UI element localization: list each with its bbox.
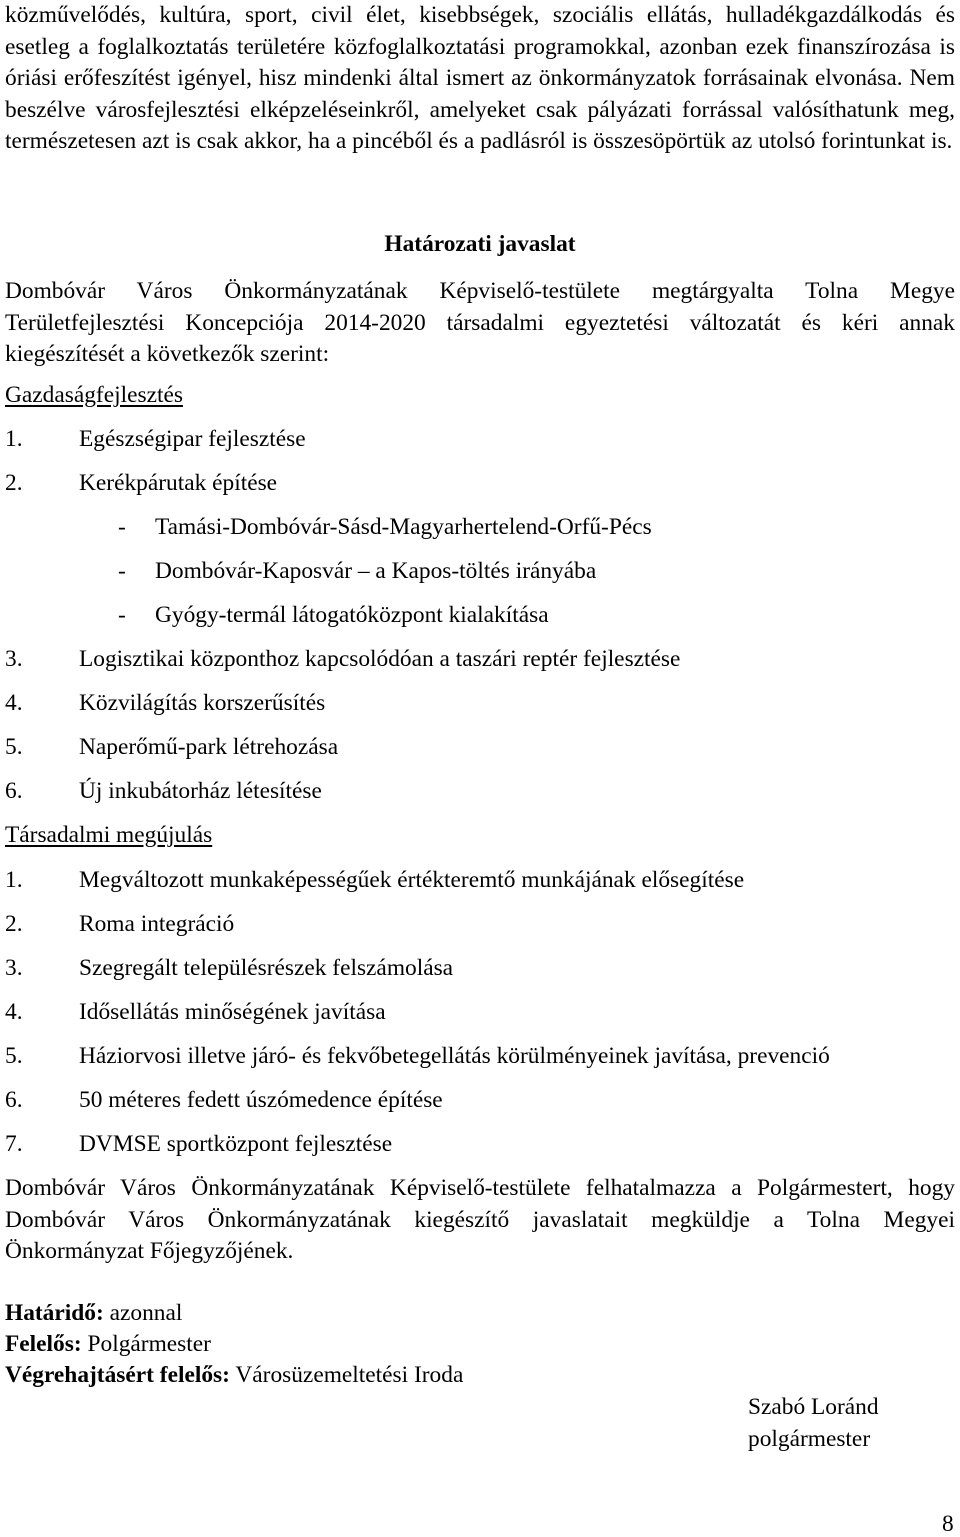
responsible-label: Felelős: [5, 1331, 82, 1357]
list-text: Közvilágítás korszerűsítés [79, 690, 326, 716]
list-text: Szegregált településrészek felszámolása [79, 955, 454, 981]
list-number: 5. [5, 734, 23, 760]
list-number: 5. [5, 1043, 23, 1069]
list-text: 50 méteres fedett úszómedence építése [79, 1087, 443, 1113]
signature-name: Szabó Loránd [748, 1394, 879, 1420]
list-text: Megváltozott munkaképességűek értékteremtő munkájának elősegítése [79, 867, 745, 893]
executor-label: Végrehajtásért felelős: [5, 1362, 230, 1388]
list-number: 1. [5, 426, 23, 452]
list-number: 3. [5, 955, 23, 981]
list-text: Egészségipar fejlesztése [79, 426, 306, 452]
list-text: Új inkubátorház létesítése [79, 778, 322, 804]
list-number: 2. [5, 470, 23, 496]
list-text: Naperőmű-park létrehozása [79, 734, 339, 760]
list-number: 3. [5, 646, 23, 672]
list-text: Idősellátás minőségének javítása [79, 999, 386, 1025]
page-number: 8 [942, 1511, 954, 1537]
list-number: 1. [5, 867, 23, 893]
list-number: 6. [5, 1087, 23, 1113]
list-number: 7. [5, 1131, 23, 1157]
list-number: 4. [5, 999, 23, 1025]
deadline-label: Határidő: [5, 1300, 104, 1326]
list-number: 6. [5, 778, 23, 804]
responsible-line [5, 1329, 211, 1359]
list-text: Kerékpárutak építése [79, 470, 278, 496]
executor-value: Városüzemeltetési Iroda [235, 1362, 464, 1388]
executor-line [5, 1360, 463, 1390]
list-text: Háziorvosi illetve járó- és fekvőbetegellátás körülményeinek javítása, prevenció [79, 1043, 830, 1069]
sub-list-dash: - [118, 558, 126, 584]
list-text: Logisztikai központhoz kapcsolódóan a taszári reptér fejlesztése [79, 646, 681, 672]
sub-list-dash: - [118, 514, 126, 540]
intro-paragraph: közművelődés, kultúra, sport, civil élet, kisebbségek, szociális ellátás, hulladékgazdálkodás és esetleg a foglalkoztatás területére közfoglalkoztatási programokkal, azonban ezek finanszírozása is óriási erőfeszítést igényel, hisz mindenki által ismert az önkormányzatok forrásainak elvonása. Nem beszélve városfejlesztési elképzeléseinkről, amelyeket csak pályázati forrással valósíthatunk meg, természetesen azt is csak akkor, ha a pincéből és a padlásról is összesöpörtük az utolsó forintunkat is. [5, 2, 955, 154]
deadline-line [5, 1298, 182, 1328]
section-title-economic-development: Gazdaságfejlesztés [5, 382, 183, 408]
sub-list-text: Tamási-Dombóvár-Sásd-Magyarhertelend-Orfű-Pécs [155, 514, 652, 540]
responsible-value: Polgármester [87, 1331, 211, 1357]
list-number: 4. [5, 690, 23, 716]
list-number: 2. [5, 911, 23, 937]
resolution-heading: Határozati javaslat [384, 231, 576, 257]
closing-paragraph: Dombóvár Város Önkormányzatának Képviselő-testülete felhatalmazza a Polgármestert, hogy Dombóvár Város Önkormányzatának kiegészítő javaslatait megküldje a Tolna Megyei Önkormányzat Főjegyzőjének. [5, 1175, 955, 1264]
sub-list-text: Dombóvár-Kaposvár – a Kapos-töltés irányába [155, 558, 597, 584]
list-text: Roma integráció [79, 911, 235, 937]
resolution-text: Dombóvár Város Önkormányzatának Képviselő-testülete megtárgyalta Tolna Megye Területfejlesztési Koncepciója 2014-2020 társadalmi egyeztetési változatát és kéri annak kiegészítését a következők szerint: [5, 278, 955, 367]
sub-list-dash: - [118, 602, 126, 628]
sub-list-text: Gyógy-termál látogatóközpont kialakítása [155, 602, 549, 628]
list-text: DVMSE sportközpont fejlesztése [79, 1131, 393, 1157]
deadline-value: azonnal [109, 1300, 183, 1326]
section-title-social-renewal: Társadalmi megújulás [5, 822, 213, 848]
signature-title: polgármester [748, 1426, 871, 1452]
